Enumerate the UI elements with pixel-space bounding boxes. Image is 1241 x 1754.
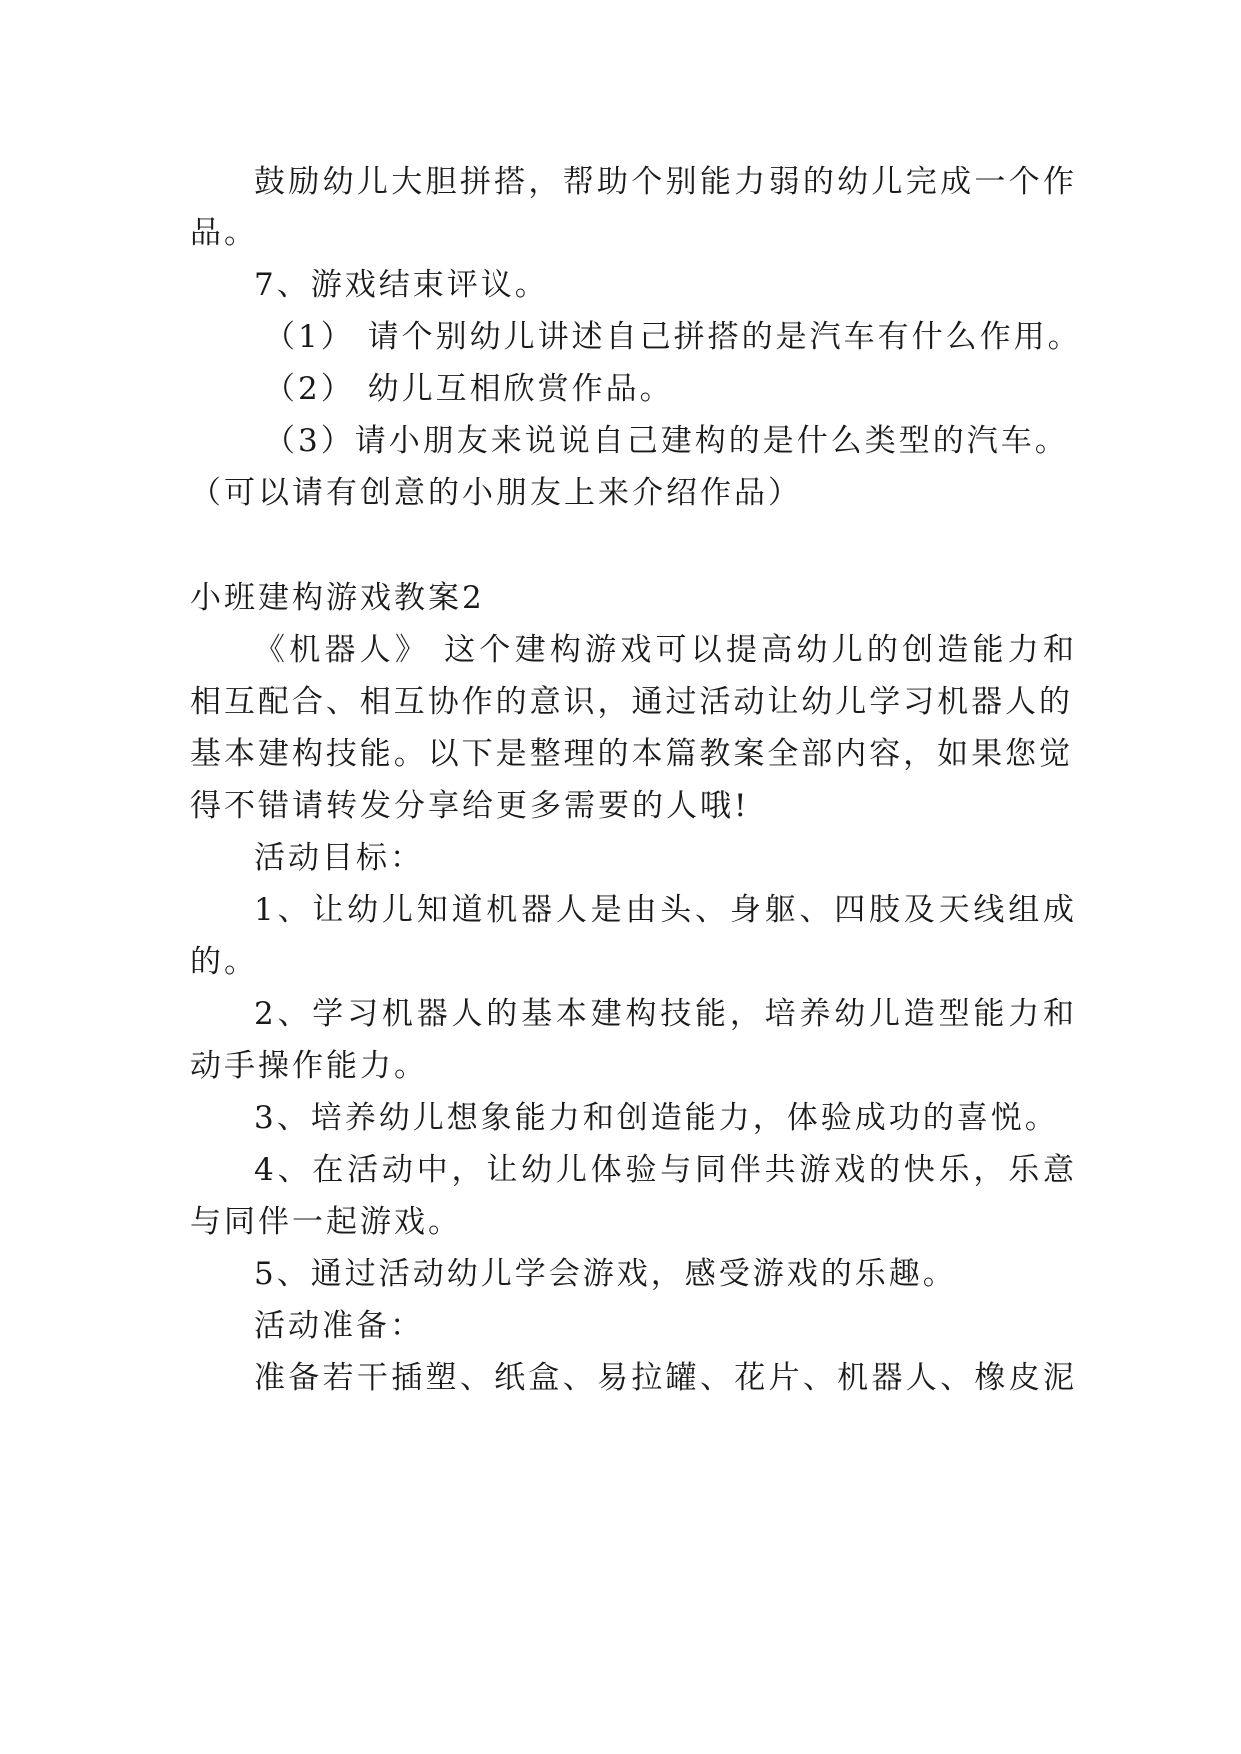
- list-item: 1、让幼儿知道机器人是由头、身躯、四肢及天线组成: [254, 892, 1074, 928]
- paragraph-line: 动手操作能力。: [190, 1048, 428, 1084]
- paragraph-line: 准备若干插塑、纸盒、易拉罐、花片、机器人、橡皮泥: [254, 1360, 1074, 1396]
- paragraph-line: 得不错请转发分享给更多需要的人哦!: [190, 788, 750, 824]
- list-item: 4、在活动中，让幼儿体验与同伴共游戏的快乐，乐意: [254, 1152, 1074, 1188]
- paragraph-line: 与同伴一起游戏。: [190, 1204, 462, 1240]
- section-heading: 活动准备：: [254, 1308, 424, 1344]
- list-item: （2） 幼儿互相欣赏作品。: [264, 371, 674, 407]
- list-item: 2、学习机器人的基本建构技能，培养幼儿造型能力和: [254, 996, 1074, 1032]
- list-item: 5、通过活动幼儿学会游戏，感受游戏的乐趣。: [254, 1256, 957, 1292]
- list-item: 7、游戏结束评议。: [254, 267, 549, 303]
- list-item: （1） 请个别幼儿讲述自己拼搭的是汽车有什么作用。: [264, 319, 1082, 355]
- paragraph-line: 鼓励幼儿大胆拼搭，帮助个别能力弱的幼儿完成一个作: [254, 164, 1074, 200]
- paragraph-line: 品。: [190, 215, 258, 251]
- paragraph-line: 基本建构技能。以下是整理的本篇教案全部内容，如果您觉: [190, 736, 1070, 772]
- paragraph-line: （可以请有创意的小朋友上来介绍作品）: [190, 475, 802, 511]
- list-item: 3、培养幼儿想象能力和创造能力，体验成功的喜悦。: [254, 1100, 1059, 1136]
- paragraph-line: 的。: [190, 944, 258, 980]
- list-item: （3）请小朋友来说说自己建构的是什么类型的汽车。: [264, 423, 1069, 459]
- paragraph-line: 《机器人》 这个建构游戏可以提高幼儿的创造能力和: [254, 632, 1074, 668]
- section-title: 小班建构游戏教案2: [190, 580, 485, 616]
- paragraph-line: 相互配合、相互协作的意识，通过活动让幼儿学习机器人的: [190, 684, 1070, 720]
- section-heading: 活动目标：: [254, 840, 424, 876]
